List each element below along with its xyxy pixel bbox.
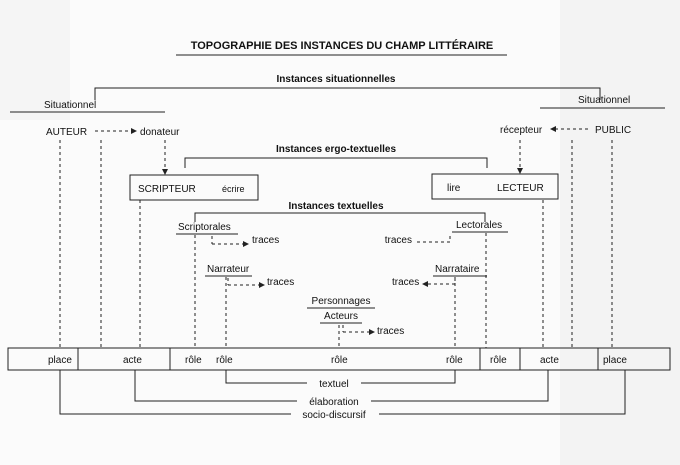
elaboration-label: élaboration: [309, 397, 359, 408]
narrataire-label: Narrataire: [435, 264, 480, 275]
bar-cell-role-3: rôle: [446, 355, 463, 366]
narrateur-label: Narrateur: [207, 264, 250, 275]
diagram-title: TOPOGRAPHIE DES INSTANCES DU CHAMP LITTÉRAIRE: [190, 40, 494, 52]
arrowhead: [162, 169, 168, 175]
bar-cell-acte-right: acte: [540, 355, 559, 366]
recepteur-label: récepteur: [500, 125, 543, 136]
arrowhead: [422, 281, 428, 287]
level-label-situationnelles: Instances situationnelles: [276, 74, 396, 85]
bar-cell-role-4: rôle: [490, 355, 507, 366]
arrowhead: [369, 329, 375, 335]
scriptorales-label: Scriptorales: [178, 222, 231, 233]
bar-cell-role-2: rôle: [216, 355, 233, 366]
personnages-label: Personnages: [311, 296, 371, 307]
lectorales-label: Lectorales: [456, 220, 503, 231]
arrowhead: [259, 282, 265, 288]
textuel-label: textuel: [319, 379, 349, 390]
bar-cell-place-right: place: [603, 355, 627, 366]
textuelles-bracket: [195, 213, 485, 222]
arrowhead: [131, 128, 137, 134]
left-situationnel-label: Situationnel: [44, 100, 97, 111]
lire-label: lire: [447, 183, 461, 194]
socio-discursif-label: socio-discursif: [302, 410, 366, 421]
bar-cell-place-left: place: [48, 355, 72, 366]
arrowhead: [243, 241, 249, 247]
traces-label-2: traces: [384, 235, 412, 246]
ecrire-label: écrire: [222, 184, 245, 194]
auteur-label: AUTEUR: [46, 127, 88, 138]
traces-label-1: traces: [252, 235, 280, 246]
acteurs-label: Acteurs: [324, 311, 358, 322]
bar-cell-role-1: rôle: [185, 355, 202, 366]
scripteur-label: SCRIPTEUR: [138, 184, 196, 195]
arrowhead: [517, 168, 523, 174]
situationnel-bracket: [95, 88, 600, 100]
level-label-textuelles: Instances textuelles: [288, 201, 384, 212]
bar-cell-acte-left: acte: [123, 355, 142, 366]
donateur-label: donateur: [140, 127, 180, 138]
arrowhead: [550, 126, 556, 132]
level-label-ergo-textuelles: Instances ergo-textuelles: [275, 144, 397, 155]
lecteur-label: LECTEUR: [497, 183, 544, 194]
right-situationnel-label: Situationnel: [578, 95, 631, 106]
ergo-bracket: [185, 158, 487, 168]
traces-label-3: traces: [267, 277, 295, 288]
traces-label-4: traces: [392, 277, 420, 288]
public-label: PUBLIC: [595, 125, 632, 136]
bar-cell-role-center: rôle: [331, 355, 348, 366]
traces-label-5: traces: [377, 326, 405, 337]
